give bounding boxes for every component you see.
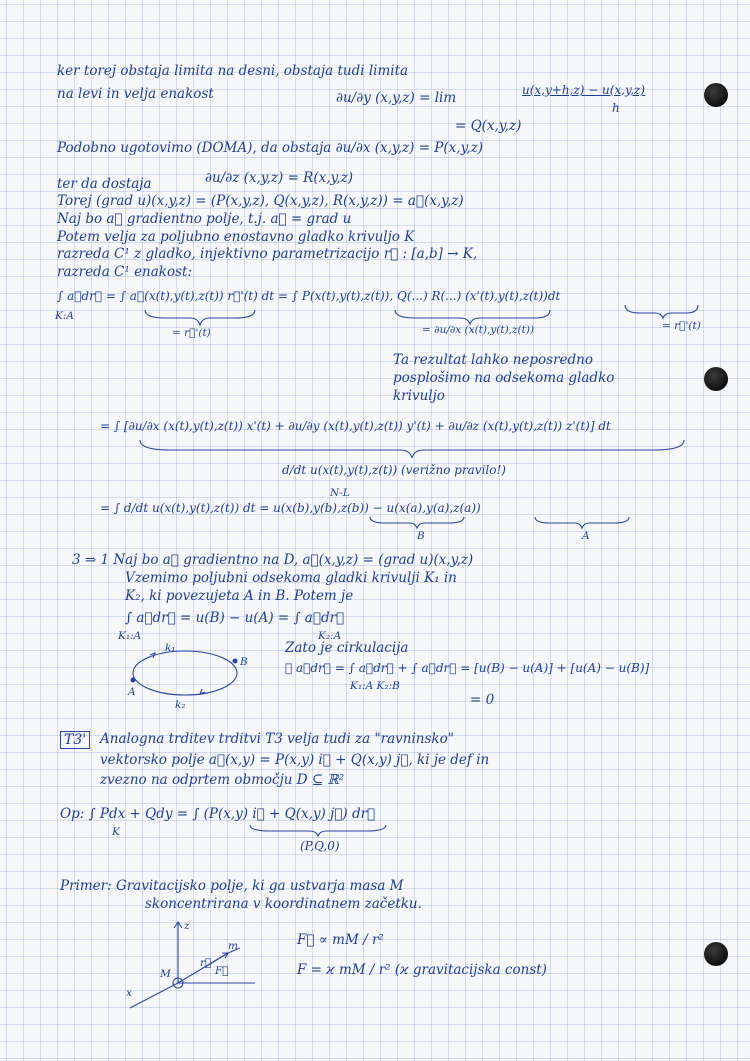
- note-line: Vzemimo poljubni odsekoma gladki krivulji K₁ in: [125, 570, 457, 586]
- integral-subscript: K₁:A K₂:B: [350, 680, 400, 692]
- point-label-b: B: [417, 530, 425, 542]
- note-line: ker torej obstaja limita na desni, obstaja tudi limita: [57, 63, 409, 79]
- integral-subscript: K:A: [55, 310, 74, 322]
- axis-label-x: x: [126, 987, 132, 999]
- remark-line: krivuljo: [393, 388, 445, 404]
- circulation-formula: ∮ a⃗dr⃗ = ∫ a⃗dr⃗ + ∫ a⃗dr⃗ = [u(B) − u(A)] + [u(A) − u(B)]: [285, 661, 650, 675]
- gravity-proportional: F⃗ ∝ mM / r²: [297, 932, 384, 948]
- chain-rule-expansion: = ∫ [∂u/∂x (x(t),y(t),z(t)) x'(t) + ∂u/∂y (x(t),y(t),z(t)) y'(t) + ∂u/∂z (x(t),y(t),z(t)) z'(t)] dt: [100, 419, 611, 433]
- example-line: Primer: Gravitacijsko polje, ki ga ustvarja masa M: [60, 878, 404, 894]
- chain-rule-label: d/dt u(x(t),y(t),z(t)) (verižno pravilo!): [282, 463, 506, 477]
- note-line: Potem velja za poljubno enostavno gladko krivuljo K: [57, 229, 415, 245]
- axis-label-z: z: [184, 920, 190, 932]
- note-line: ∫ a⃗dr⃗ = u(B) − u(A) = ∫ a⃗dr⃗: [125, 610, 345, 626]
- vector-label-f: F⃗: [215, 965, 229, 977]
- note-line: = Q(x,y,z): [455, 118, 522, 134]
- formula-partial-z: ∂u/∂z (x,y,z) = R(x,y,z): [205, 170, 354, 186]
- example-line: skoncentrirana v koordinatnem začetku.: [145, 896, 422, 912]
- note-line: razreda C¹ z gladko, injektivno parametrizacijo r⃗ : [a,b] → K,: [57, 246, 478, 262]
- formula-denominator: h: [612, 101, 620, 115]
- mass-label-m: m: [228, 940, 238, 952]
- note-line: na levi in velja enakost: [57, 86, 214, 102]
- newton-leibniz-tag: N-L: [330, 487, 350, 499]
- note-line: Zato je cirkulacija: [285, 640, 409, 656]
- note-line: Podobno ugotovimo (DOMA), da obstaja ∂u/∂x (x,y,z) = P(x,y,z): [57, 140, 484, 156]
- theorem-tag: T3': [60, 731, 90, 749]
- note-line: 3 ⇒ 1 Naj bo a⃗ gradientno na D, a⃗(x,y,z) = (grad u)(x,y,z): [72, 552, 474, 568]
- note-line: Analogna trditev trditvi T3 velja tudi za "ravninsko": [100, 731, 454, 747]
- note-line: Torej (grad u)(x,y,z) = (P(x,y,z), Q(x,y,z), R(x,y,z)) = a⃗(x,y,z): [57, 193, 464, 209]
- integral-subscript: K: [112, 826, 120, 838]
- newton-leibniz-line: = ∫ d/dt u(x(t),y(t),z(t)) dt = u(x(b),y(b),z(b)) − u(x(a),y(a),z(a)): [100, 501, 481, 515]
- remark-formula: Op: ∫ Pdx + Qdy = ∫ (P(x,y) i⃗ + Q(x,y) j⃗) dr⃗: [60, 806, 376, 822]
- curve-label-k2: k₂: [175, 699, 186, 711]
- integral-subscript: K₂:A: [318, 630, 342, 642]
- vector-label-r: r⃗: [200, 957, 212, 969]
- brace-label: = r⃗'(t): [662, 320, 701, 332]
- vector-components: (P,Q,0): [300, 839, 340, 853]
- note-line: Naj bo a⃗ gradientno polje, t.j. a⃗ = grad u: [57, 211, 352, 227]
- note-line: vektorsko polje a⃗(x,y) = P(x,y) i⃗ + Q(x,y) j⃗, ki je def in: [100, 752, 490, 768]
- curve-label-k1: k₁: [165, 642, 176, 654]
- integral-subscript: K₁:A: [118, 630, 142, 642]
- curve-label-a: A: [128, 686, 136, 698]
- remark-line: Ta rezultat lahko neposredno: [393, 352, 594, 368]
- mass-label-m-big: M: [160, 968, 171, 980]
- note-line: zvezno na odprtem območju D ⊆ ℝ²: [100, 772, 345, 788]
- note-line: razreda C¹ enakost:: [57, 264, 193, 280]
- gravity-law: F = ϰ mM / r² (ϰ gravitacijska const): [297, 962, 547, 978]
- circulation-result: = 0: [470, 692, 495, 708]
- note-line: ter da dostaja: [57, 176, 152, 192]
- brace-label: = r⃗'(t): [172, 327, 211, 339]
- formula-numerator: u(x,y+h,z) − u(x,y,z): [522, 83, 646, 97]
- integral-chain: ∫ a⃗dr⃗ = ∫ a⃗(x(t),y(t),z(t)) r⃗'(t) dt = ∫ P(x(t),y(t),z(t)), Q(...) R(...) (x'(t),y(t),z(t))dt: [57, 289, 561, 303]
- brace-label: = ∂u/∂x (x(t),y(t),z(t)): [422, 324, 535, 336]
- formula-partial-y: ∂u/∂y (x,y,z) = lim: [336, 90, 457, 106]
- point-label-a: A: [582, 530, 590, 542]
- curve-label-b: B: [240, 656, 248, 668]
- remark-line: posplošimo na odsekoma gladko: [393, 370, 615, 386]
- note-line: K₂, ki povezujeta A in B. Potem je: [125, 588, 354, 604]
